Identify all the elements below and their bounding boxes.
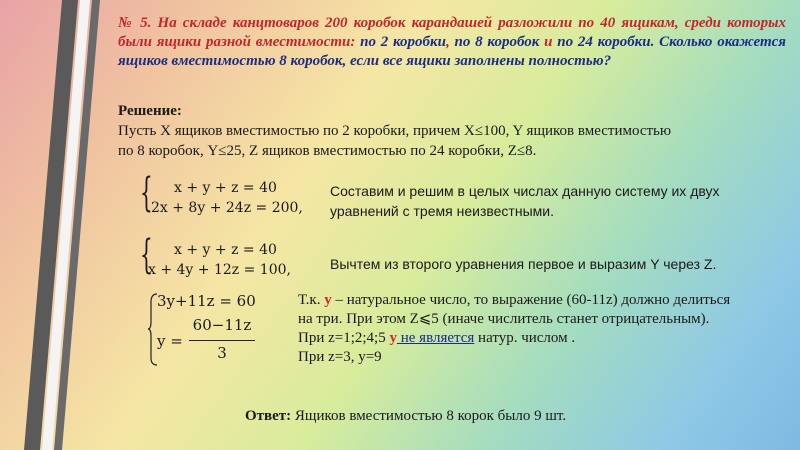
task-text-2: по 2 коробки	[360, 34, 446, 50]
solution-line-2: по 8 коробок, Y≤25, Z ящиков вместимостью по 24 коробки, Z≤8.	[118, 143, 537, 159]
system-3-eq-1: 3y+11z = 60	[157, 292, 256, 310]
brace-1: {	[140, 170, 153, 216]
solution-intro	[118, 101, 778, 161]
explanation	[298, 291, 788, 367]
task-text-6: по 24 коробки.	[557, 34, 655, 50]
system-2-eq-2: x + 4y + 12z = 100,	[148, 262, 291, 278]
fraction-bar	[189, 340, 255, 341]
system-2-note: Вычтем из второго уравнения первое и выразим Y через Z.	[330, 256, 717, 272]
system-2	[140, 232, 330, 282]
solution-heading: Решение:	[118, 103, 182, 119]
fraction-denominator: 3	[217, 344, 227, 362]
solution-line-1: Пусть X ящиков вместимостью по 2 коробки, причем X≤100, Y ящиков вместимостью	[118, 123, 672, 139]
task-text-7: Сколько окажется ящиков вместимостью 8 коробок, если все ящики заполнены полностью?	[118, 34, 787, 69]
system-1	[140, 170, 330, 220]
system-1-eq-2: 2x + 8y + 24z = 200,	[151, 200, 303, 216]
system-2-eq-1: x + y + z = 40	[174, 242, 277, 258]
fraction-numerator: 60−11z	[192, 316, 252, 334]
system-1-note: Составим и решим в целых числах данную систему их двух уравнений с тремя неизвестными.	[330, 183, 720, 219]
system-3	[147, 292, 297, 367]
task-text-1: № 5. На складе канцтоваров 200 коробок карандашей разложили по 40 ящикам, среди которых были ящики разной вместимости:	[118, 15, 786, 50]
system-3-y: y =	[157, 332, 183, 350]
explanation-line-1: Т.к. y – натуральное число, то выражение (60-11z) должно делиться	[298, 292, 731, 308]
explanation-line-2: на три. При этом Z⩽5 (иначе числитель станет отрицательным).	[298, 311, 710, 327]
system-1-eq-1: x + y + z = 40	[174, 180, 277, 196]
task-text-3: ,	[446, 34, 455, 50]
explanation-line-4: При z=3, y=9	[298, 349, 382, 365]
brace-2: {	[140, 232, 153, 278]
answer-text: Ящиков вместимостью 8 корок было 9 шт.	[291, 408, 567, 424]
task-text-5: и	[539, 34, 558, 50]
answer	[245, 408, 566, 425]
explanation-line-3: При z=1;2;4;5 y не является натур. числом .	[298, 330, 576, 346]
task-text-4: по 8 коробок	[454, 34, 540, 50]
task-statement	[118, 14, 786, 71]
answer-label: Ответ:	[245, 408, 292, 424]
